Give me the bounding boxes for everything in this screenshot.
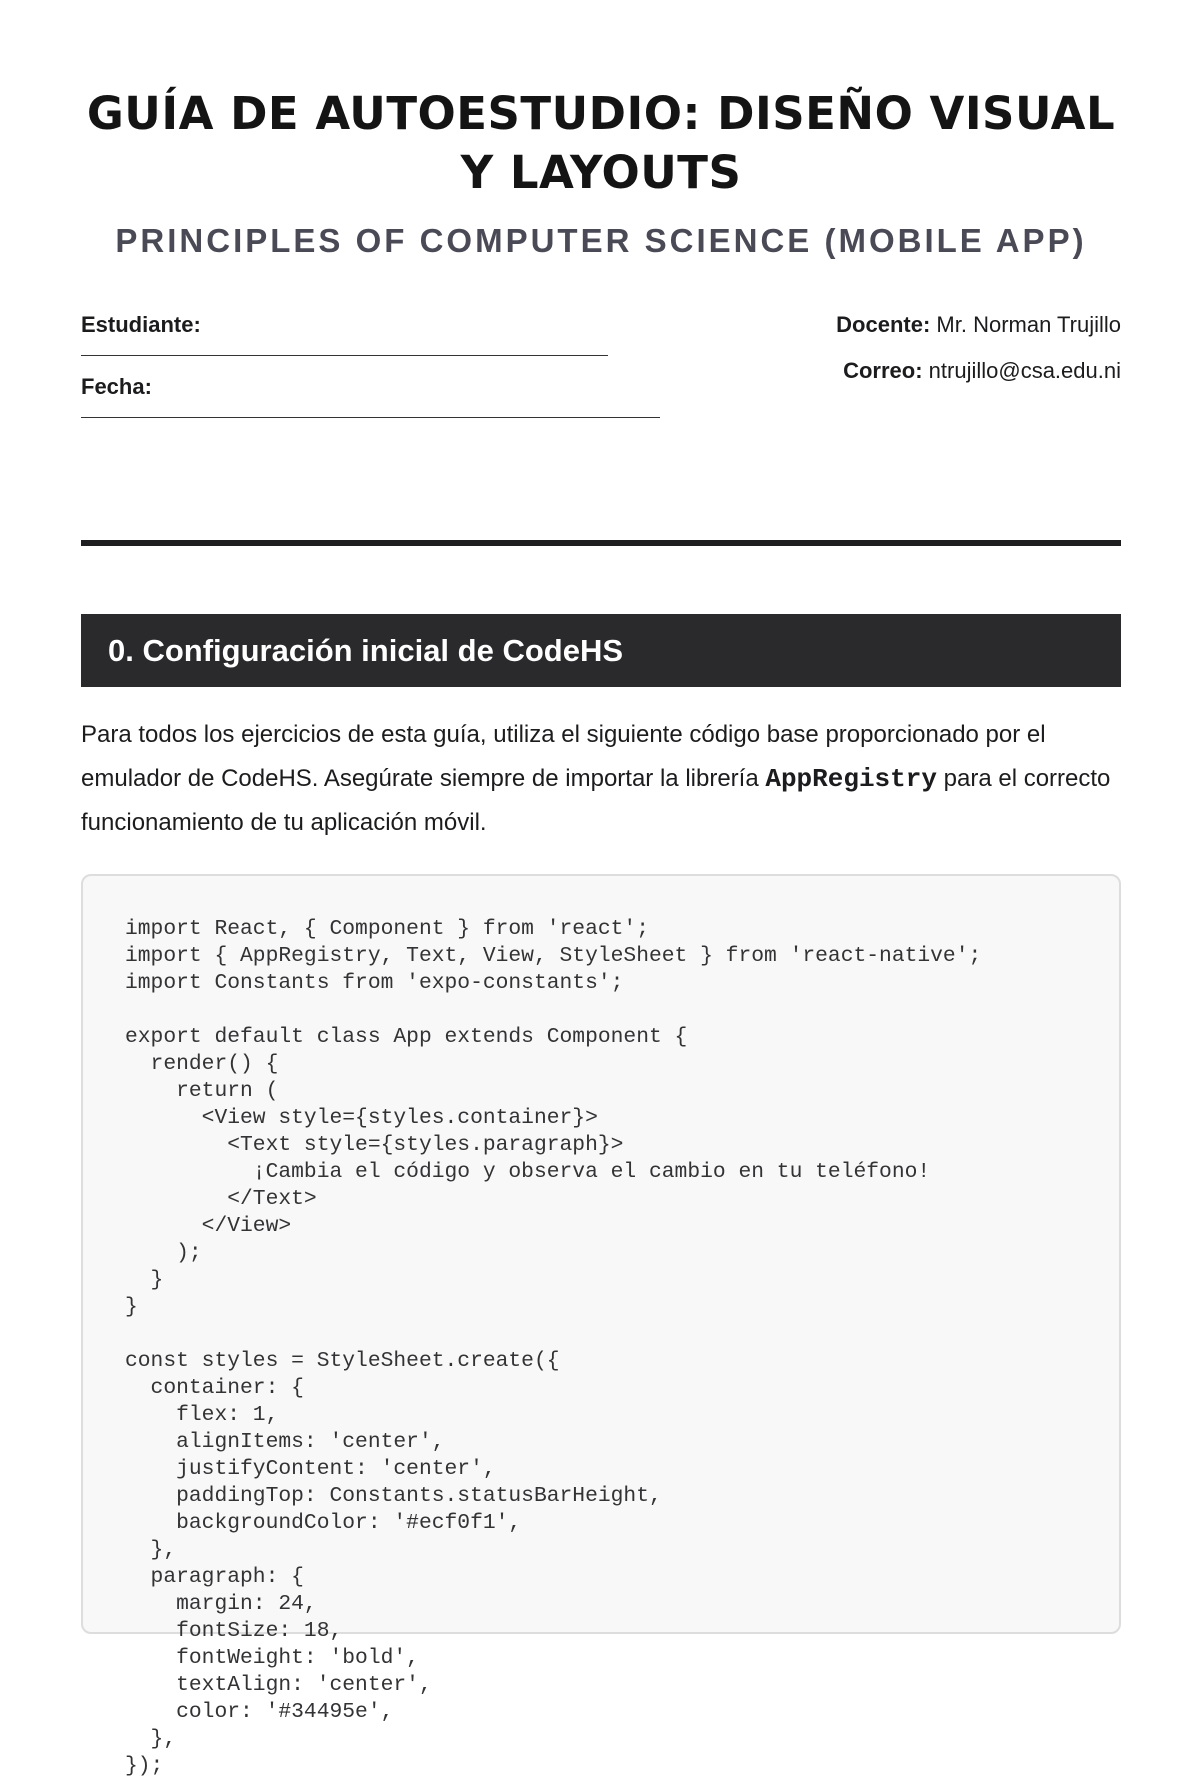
student-fields [81, 312, 721, 418]
intro-inline-code: AppRegistry [765, 764, 937, 794]
date-line [81, 417, 660, 418]
code-block [81, 874, 1121, 1778]
page-subtitle: PRINCIPLES OF COMPUTER SCIENCE (MOBILE APP) [115, 222, 1087, 259]
email-row [836, 358, 1121, 384]
section-heading: 0. Configuración inicial de CodeHS [81, 614, 1121, 687]
header-divider [81, 540, 1121, 546]
teacher-name: Mr. Norman Trujillo [936, 312, 1121, 337]
section-intro [81, 713, 1121, 845]
page-title: GUÍA DE AUTOESTUDIO: DISEÑO VISUAL Y LAYOUTS [86, 87, 1116, 199]
teacher-email: ntrujillo@csa.edu.ni [928, 358, 1121, 383]
header-info [81, 312, 1121, 462]
teacher-row [836, 312, 1121, 338]
intro-text-start: Para todos los ejercicios de esta guía, utiliza el siguiente código base proporcionado por el emulador de CodeHS. Asegúrate siempre de importar la librería [81, 721, 1046, 792]
email-label: Correo: [843, 358, 923, 383]
intro-text-end: para el correcto funcionamiento de tu aplicación móvil. [81, 765, 1111, 836]
teacher-info [836, 312, 1121, 404]
date-label: Fecha: [81, 374, 152, 399]
teacher-label: Docente: [836, 312, 931, 337]
student-label: Estudiante: [81, 312, 201, 337]
student-name-line [81, 355, 608, 356]
code-content: import React, { Component } from 'react'; import { AppRegistry, Text, View, StyleSheet } from 'react-native'; import Constants from 'expo-constants'; export default class App extends Component { render() { return ( <View style={styles.container}> <Text style={styles.paragraph}> ¡Cambia el código y observa el cambio en tu teléfono! </Text> </View> ); } } const styles = StyleSheet.create({ container: { flex: 1, alignItems: 'center', justifyContent: 'center', paddingTop: Constants.statusBarHeight, backgroundColor: '#ecf0f1', }, paragraph: { margin: 24, fontSize: 18, fontWeight: 'bold', textAlign: 'center', color: '#34495e', }, }); [125, 917, 982, 1778]
document-page [81, 0, 1121, 1778]
